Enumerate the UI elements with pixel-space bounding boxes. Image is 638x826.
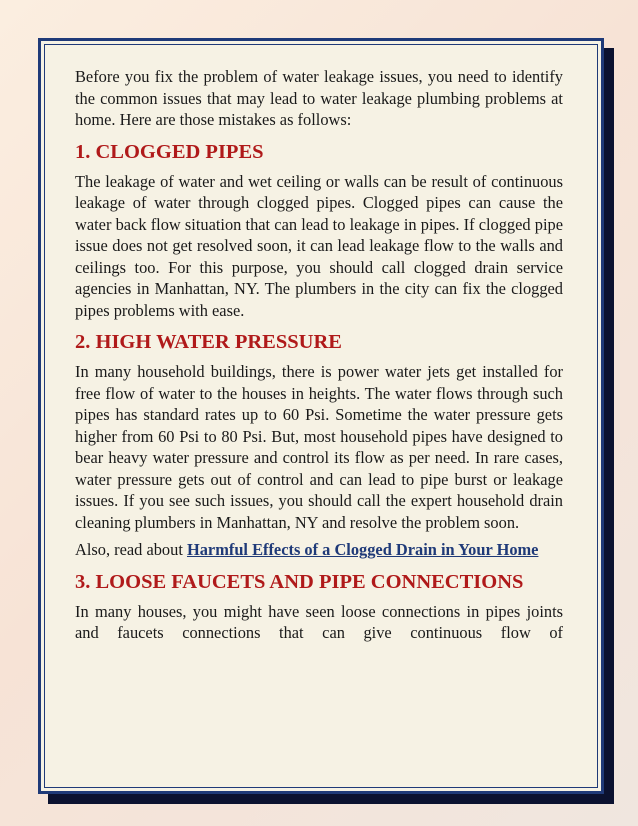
also-read-paragraph	[75, 539, 563, 561]
section-body-clogged-pipes: The leakage of water and wet ceiling or walls can be result of continuous leakage of water through clogged pipes. Clogged pipes can cause the water back flow situation that can lead to leakage in pipes. If clogged pipe issue does not get resolved soon, it can lead leakage flow to the walls and ceilings too. For this purpose, you should call clogged drain service agencies in Manhattan, NY. The plumbers in the city can fix the clogged pipes problems with ease.	[75, 171, 563, 320]
section-body-loose-faucets: In many houses, you might have seen loose connections in pipes joints and faucets connections that can give continuous flow of	[75, 601, 563, 642]
also-read-prefix: Also, read about	[75, 540, 187, 559]
harmful-effects-link[interactable]: Harmful Effects of a Clogged Drain in Your Home	[186, 540, 539, 559]
section-heading-clogged-pipes: 1. CLOGGED PIPES	[75, 140, 264, 163]
intro-paragraph: Before you fix the problem of water leakage issues, you need to identify the common issues that may lead to water leakage plumbing problems at home. Here are those mistakes as follows:	[75, 67, 563, 129]
section-body-high-water-pressure: In many household buildings, there is power water jets get installed for free flow of water to the houses in heights. The water flows through such pipes has standard rates up to 60 Psi. Sometime the water pressure gets higher from 60 Psi to 80 Psi. But, most household pipes have designed to bear heavy water pressure and control its flow as per need. In rare cases, water pressure gets out of control and can lead to pipe burst or leakage issues. If you see such issues, you should call the expert household drain cleaning plumbers in Manhattan, NY and resolve the problem soon.	[75, 362, 563, 532]
section-heading-high-water-pressure: 2. HIGH WATER PRESSURE	[75, 331, 342, 353]
document-content	[75, 66, 563, 650]
section-heading-loose-faucets: 3. LOOSE FAUCETS AND PIPE CONNECTIONS	[75, 570, 524, 593]
